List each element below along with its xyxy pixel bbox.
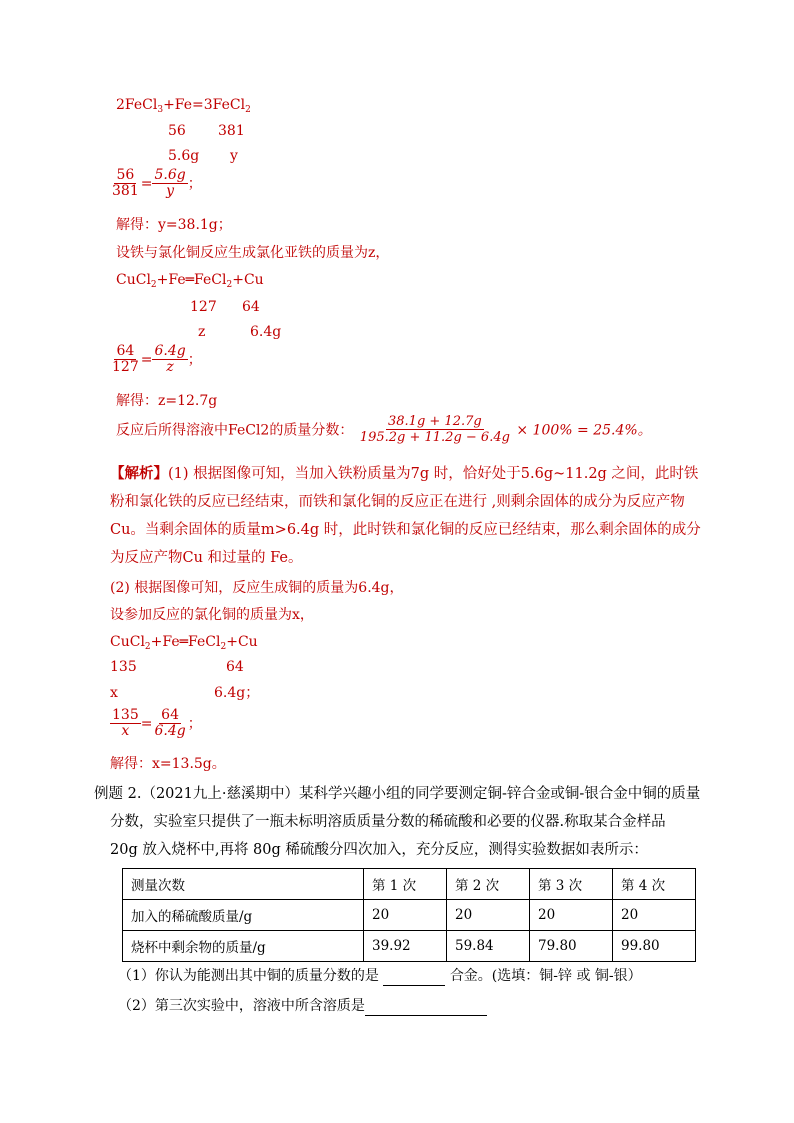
unknown-mass: y [230, 148, 238, 164]
fraction-left: $\frac{64}{127}$ [112, 343, 139, 375]
proportion-equation: $\frac{56}{381}$ = $\frac{5.6g}{y}$ ； [112, 167, 202, 199]
mass-fraction-calculation: 反应后所得溶液中FeCl2的质量分数： $\frac{38.1g + 12.7g}{195.2g + 11.2g - 6.4g}$ × 100% = 25.4%。 [116, 414, 652, 445]
answer-blank-1[interactable] [383, 965, 445, 986]
unknown-mass: z [198, 324, 206, 340]
table-cell: 加入的稀硫酸质量/g [123, 900, 364, 931]
table-cell: 第 4 次 [613, 869, 696, 900]
table-cell: 测量次数 [123, 869, 364, 900]
analysis-line: 设参加反应的氯化铜的质量为x， [110, 607, 314, 623]
result-line: 解得：x=13.5g。 [110, 756, 226, 772]
proportion-equation: $\frac{64}{127}$ = $\frac{6.4g}{z}$ ； [112, 343, 202, 375]
analysis-tag: 【解析】 [110, 465, 168, 482]
answer-blank-2[interactable] [365, 995, 487, 1016]
fraction-right: $\frac{6.4g}{z}$ [154, 343, 186, 375]
table-cell: 第 1 次 [364, 869, 447, 900]
equation-text: 2FeCl$_3$+Fe=3FeCl$_2$ [116, 97, 251, 115]
table-cell: 79.80 [530, 931, 613, 962]
table-cell: 20 [613, 900, 696, 931]
example-question-line: 20g 放入烧杯中,再将 80g 稀硫酸分四次加入，充分反应，测得实验数据如表所示： [110, 842, 648, 858]
table-cell: 第 2 次 [447, 869, 530, 900]
molar-mass: 135 [110, 659, 137, 675]
molar-mass: 56 [168, 123, 186, 139]
fraction-left: $\frac{135}{x}$ [112, 707, 139, 739]
equation-cucl2-fe [116, 270, 264, 295]
question-2: （2）第三次实验中，溶液中所含溶质是 [118, 995, 487, 1016]
analysis-line: 为反应产物Cu 和过量的 Fe。 [110, 550, 303, 566]
table-cell: 99.80 [613, 931, 696, 962]
molar-mass: 127 [190, 299, 217, 315]
example-question-line: 分数，实验室只提供了一瓶未标明溶质质量分数的稀硫酸和必要的仪器.称取某合金样品 [110, 814, 666, 830]
given-mass: 6.4g [250, 324, 282, 340]
table-cell: 第 3 次 [530, 869, 613, 900]
unknown-mass: x [110, 685, 118, 701]
proportion-equation: $\frac{135}{x}$ = $\frac{64}{6.4g}$ ； [112, 707, 202, 739]
molar-mass: 64 [242, 299, 260, 315]
table-cell: 20 [447, 900, 530, 931]
table-row [123, 931, 696, 962]
example-question-title: 例题 2.（2021九上·慈溪期中）某科学兴趣小组的同学要测定铜-锌合金或铜-银合金中铜的质量 [94, 786, 701, 802]
equation-cucl2-fe [110, 632, 258, 657]
analysis-line: 粉和氯化铁的反应已经结束，而铁和氯化铜的反应正在进行 ,则剩余固体的成分为反应产物 [110, 494, 685, 510]
equation-text: CuCl$_2$+Fe═FeCl$_2$+Cu [116, 272, 264, 290]
table-cell: 59.84 [447, 931, 530, 962]
assumption-line: 设铁与氯化铜反应生成氯化亚铁的质量为z， [116, 245, 390, 261]
mass-fraction-fraction: $\frac{38.1g + 12.7g}{195.2g + 11.2g - 6.4g}$ [359, 414, 510, 445]
table-row [123, 900, 696, 931]
table-row [123, 869, 696, 900]
equation-fecl3-fe [116, 95, 251, 120]
given-mass: 5.6g [168, 148, 200, 164]
molar-mass: 64 [226, 659, 244, 675]
result-line: 解得：z=12.7g [116, 393, 218, 409]
data-table [122, 868, 696, 962]
equation-text: CuCl$_2$+Fe═FeCl$_2$+Cu [110, 634, 258, 652]
fraction-right: $\frac{64}{6.4g}$ [154, 707, 186, 739]
table-cell: 39.92 [364, 931, 447, 962]
analysis-line: (2) 根据图像可知，反应生成铜的质量为6.4g， [110, 580, 404, 596]
table-cell: 烧杯中剩余物的质量/g [123, 931, 364, 962]
table-cell: 20 [364, 900, 447, 931]
analysis-paragraph: 【解析】(1) 根据图像可知，当加入铁粉质量为7g 时，恰好处于5.6g~11.2g 之间，此时铁 [110, 465, 699, 482]
result-line: 解得：y=38.1g； [116, 217, 232, 233]
fraction-left: $\frac{56}{381}$ [112, 167, 139, 199]
given-mass: 6.4g； [214, 685, 260, 701]
fraction-right: $\frac{5.6g}{y}$ [154, 167, 186, 199]
analysis-line: Cu。当剩余固体的质量m>6.4g 时，此时铁和氯化铜的反应已经结束，那么剩余固体的成分 [110, 522, 701, 538]
table-cell: 20 [530, 900, 613, 931]
question-1: （1）你认为能测出其中铜的质量分数的是 合金。(选填：铜-锌 或 铜-银） [118, 965, 642, 986]
molar-mass: 381 [218, 123, 245, 139]
